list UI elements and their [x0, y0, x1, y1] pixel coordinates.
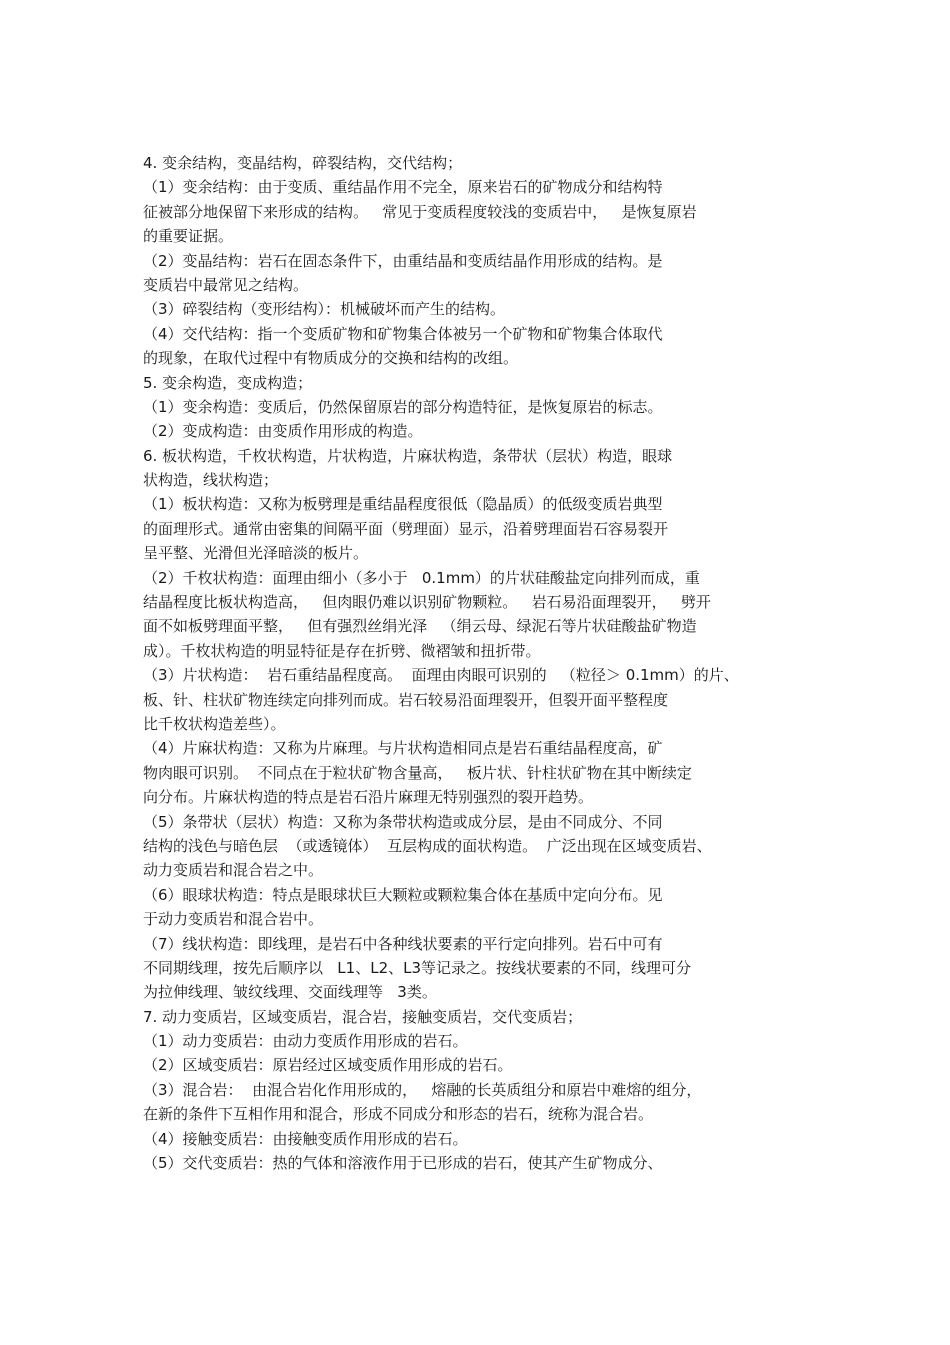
text-line: （3）碎裂结构（变形结构）：机械破坏而产生的结构。 — [143, 300, 506, 319]
text-line: （2）区域变质岩：原岩经过区域变质作用形成的岩石。 — [143, 1056, 513, 1075]
text-line: 4. 变余结构，变晶结构，碎裂结构，交代结构； — [143, 154, 463, 172]
text-line: 比千枚状构造差些）。 — [143, 714, 286, 733]
text-line: （3）片状构造： 岩石重结晶程度高。 面理由肉眼可识别的 （粒径＞ 0.1mm）的片、 — [143, 666, 739, 685]
text-line: （4）交代结构：指一个变质矿物和矿物集合体被另一个矿物和矿物集合体取代 — [143, 324, 663, 343]
text-line: 的面理形式。通常由密集的间隔平面（劈理面）显示，沿着劈理面岩石容易裂开 — [143, 519, 669, 538]
text-line: （4）片麻状构造：又称为片麻理。与片状构造相同点是岩石重结晶程度高，矿 — [143, 739, 663, 758]
text-line: （2）变晶结构：岩石在固态条件下，由重结晶和变质结晶作用形成的结构。是 — [143, 251, 663, 270]
text-line: 成）。千枚状构造的明显特征是存在折劈、微褶皱和扭折带。 — [143, 641, 541, 660]
document-body — [143, 151, 823, 1175]
text-line: 的现象，在取代过程中有物质成分的交换和结构的改组。 — [143, 349, 519, 368]
text-line: 状构造，线状构造； — [143, 471, 279, 490]
text-line: 结构的浅色与暗色层 （或透镜体） 互层构成的面状构造。 广泛出现在区域变质岩、 — [143, 836, 712, 855]
text-line: 动力变质岩和混合岩之中。 — [143, 861, 324, 880]
text-line: 于动力变质岩和混合岩中。 — [143, 910, 324, 929]
text-line: 物肉眼可识别。 不同点在于粒状矿物含量高， 板片状、针柱状矿物在其中断续定 — [143, 763, 692, 782]
text-line: （1）变余结构：由于变质、重结晶作用不完全，原来岩石的矿物成分和结构特 — [143, 178, 663, 197]
text-line: 7. 动力变质岩，区域变质岩，混合岩，接触变质岩，交代变质岩； — [143, 1007, 583, 1026]
text-line: （7）线状构造：即线理，是岩石中各种线状要素的平行定向排列。岩石中可有 — [143, 934, 663, 953]
text-line: 呈平整、光滑但光泽暗淡的板片。 — [143, 544, 369, 563]
text-line: 向分布。片麻状构造的特点是岩石沿片麻理无特别强烈的裂开趋势。 — [143, 788, 594, 807]
text-line: （2）变成构造：由变质作用形成的构造。 — [143, 422, 423, 441]
text-line: （1）动力变质岩：由动力变质作用形成的岩石。 — [143, 1032, 468, 1051]
text-line: （2）千枚状构造：面理由细小（多小于 0.1mm）的片状硅酸盐定向排列而成，重 — [143, 568, 700, 587]
text-line: 的重要证据。 — [143, 227, 234, 246]
text-line: 变质岩中最常见之结构。 — [143, 275, 309, 294]
text-line: 结晶程度比板状构造高， 但肉眼仍难以识别矿物颗粒。 岩石易沿面理裂开， 劈开 — [143, 593, 711, 612]
text-line: 6. 板状构造，千枚状构造，片状构造，片麻状构造，条带状（层状）构造，眼球 — [143, 446, 673, 465]
text-line: 5. 变余构造，变成构造； — [143, 373, 313, 392]
text-line: （1）变余构造：变质后，仍然保留原岩的部分构造特征，是恢复原岩的标志。 — [143, 397, 663, 416]
text-line: （1）板状构造：又称为板劈理是重结晶程度很低（隐晶质）的低级变质岩典型 — [143, 495, 663, 514]
text-line: 不同期线理，按先后顺序以 L1、L2、L3等记录之。按线状要素的不同，线理可分 — [143, 958, 692, 977]
text-line: （3）混合岩： 由混合岩化作用形成的， 熔融的长英质组分和原岩中难熔的组分， — [143, 1080, 702, 1099]
text-line: 在新的条件下互相作用和混合，形成不同成分和形态的岩石，统称为混合岩。 — [143, 1105, 654, 1124]
text-line: 为拉伸线理、皱纹线理、交面线理等 3类。 — [143, 983, 437, 1002]
text-line: （4）接触变质岩：由接触变质作用形成的岩石。 — [143, 1129, 468, 1148]
text-line: （5）条带状（层状）构造：又称为条带状构造或成分层，是由不同成分、不同 — [143, 812, 663, 831]
text-line: 征被部分地保留下来形成的结构。 常见于变质程度较浅的变质岩中， 是恢复原岩 — [143, 202, 697, 221]
text-line: （6）眼球状构造：特点是眼球状巨大颗粒或颗粒集合体在基质中定向分布。见 — [143, 885, 663, 904]
text-line: 面不如板劈理面平整， 但有强烈丝绢光泽 （绢云母、绿泥石等片状硅酸盐矿物造 — [143, 617, 697, 636]
text-line: 板、针、柱状矿物连续定向排列而成。岩石较易沿面理裂开，但裂开面平整程度 — [143, 690, 669, 709]
text-line: （5）交代变质岩：热的气体和溶液作用于已形成的岩石，使其产生矿物成分、 — [143, 1154, 663, 1173]
